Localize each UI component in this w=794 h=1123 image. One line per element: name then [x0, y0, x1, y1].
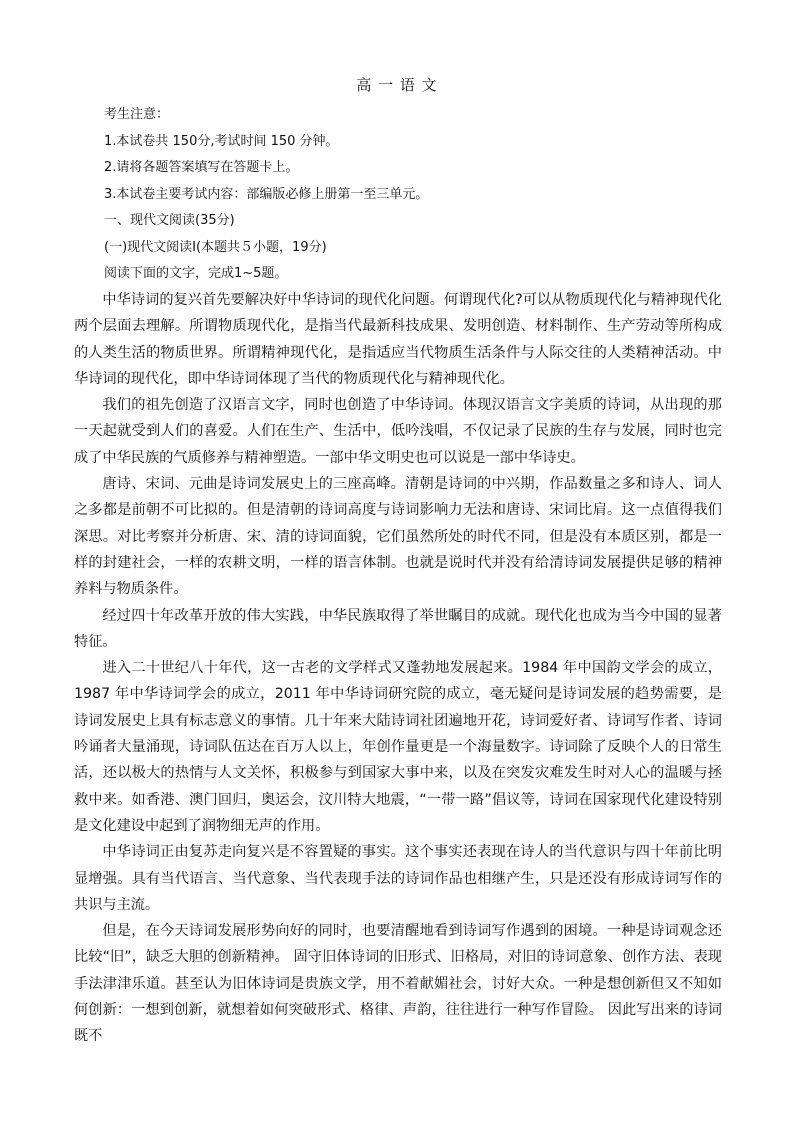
passage-paragraph: 唐诗、宋词、元曲是诗词发展史上的三座高峰。清朝是诗词的中兴期，作品数量之多和诗人、词人之多都是前朝不可比拟的。但是清朝的诗词高度与诗词影响力无法和唐诗、宋词比肩。这一点值得我们深思。对比考察并分析唐、宋、清的诗词面貌，它们虽然所处的时代不同，但是没有本质区别，都是一样的封建社会，一样的农耕文明，一样的语言体制。也就是说时代并没有给清诗词发展提供足够的精神养料与物质条件。 [74, 476, 722, 598]
page-title: 高 一 语 文 [356, 76, 438, 94]
reading-passage [74, 287, 722, 1050]
passage-paragraph: 中华诗词的复兴首先要解决好中华诗词的现代化问题。何谓现代化?可以从物质现代化与精神现代化两个层面去理解。所谓物质现代化，是指当代最新科技成果、发明创造、材料制作、生产劳动等所构成的人类生活的物质世界。所谓精神现代化，是指适应当代物质生活条件与人际交往的人类精神活动。中华诗词的现代化，即中华诗词体现了当代的物质现代化与精神现代化。 [74, 292, 722, 387]
reading-instruction: 阅读下面的文字，完成1~5题。 [104, 266, 288, 281]
passage-paragraph: 经过四十年改革开放的伟大实践，中华民族取得了举世瞩目的成就。现代化也成为当今中国的显著特征。 [74, 607, 722, 650]
exam-notice [104, 102, 744, 288]
notice-item: 2.请将各题答案填写在答题卡上。 [104, 160, 299, 175]
passage-paragraph: 中华诗词正由复苏走向复兴是不容置疑的事实。这个事实还表现在诗人的当代意识与四十年前比明显增强。具有当代语言、当代意象、当代表现手法的诗词作品也相继产生，只是还没有形成诗词写作的共识与主流。 [74, 844, 722, 913]
passage-paragraph: 进入二十世纪八十年代，这一古老的文学样式又蓬勃地发展起来。1984 年中国韵文学会的成立，1987 年中华诗词学会的成立，2011 年中华诗词研究院的成立，毫无疑问是诗词发展的趋势需要，是诗词发展史上具有标志意义的事情。几十年来大陆诗词社团遍地开花，诗词爱好者、诗词写作者、诗词吟诵者大量涌现，诗词队伍达在百万人以上，年创作量更是一个海量数字。诗词除了反映个人的日常生活，还以极大的热情与人文关怀，积极参与到国家大事中来，以及在突发灾难发生时对人心的温暖与拯救中来。如香港、澳门回归，奥运会，汶川特大地震，“一带一路”倡议等，诗词在国家现代化建设特别是文化建设中起到了润物细无声的作用。 [74, 660, 722, 834]
notice-item: 3.本试卷主要考试内容：部编版必修上册第一至三单元。 [104, 186, 429, 202]
passage-paragraph: 但是，在今天诗词发展形势向好的同时，也要清醒地看到诗词写作遇到的困境。一种是诗词观念还比较“旧”，缺乏大胆的创新精神。 固守旧体诗词的旧形式、旧格局，对旧的诗词意象、创作方法、表现手法津津乐道。甚至认为旧体诗词是贵族文学，用不着献媚社会，讨好大众。一种是想创新但又不知如何创新：一想到创新，就想着如何突破形式、格律、声韵，往往进行一种写作冒险。 因此写出来的诗词既不 [74, 923, 722, 1045]
passage-paragraph: 我们的祖先创造了汉语言文字，同时也创造了中华诗词。体现汉语言文字美质的诗词，从出现的那一天起就受到人们的喜爱。人们在生产、生活中，低吟浅唱，不仅记录了民族的生存与发展，同时也完成了中华民族的气质修养与精神塑造。一部中华文明史也可以说是一部中华诗史。 [74, 397, 722, 466]
subsection-heading: (一)现代文阅读Ⅰ(本题共５小题，19分) [104, 239, 327, 255]
section-heading: 一、现代文阅读(35分) [104, 213, 235, 228]
notice-heading: 考生注意： [104, 107, 170, 122]
notice-item: 1.本试卷共 150分,考试时间 150 分钟。 [104, 133, 339, 149]
